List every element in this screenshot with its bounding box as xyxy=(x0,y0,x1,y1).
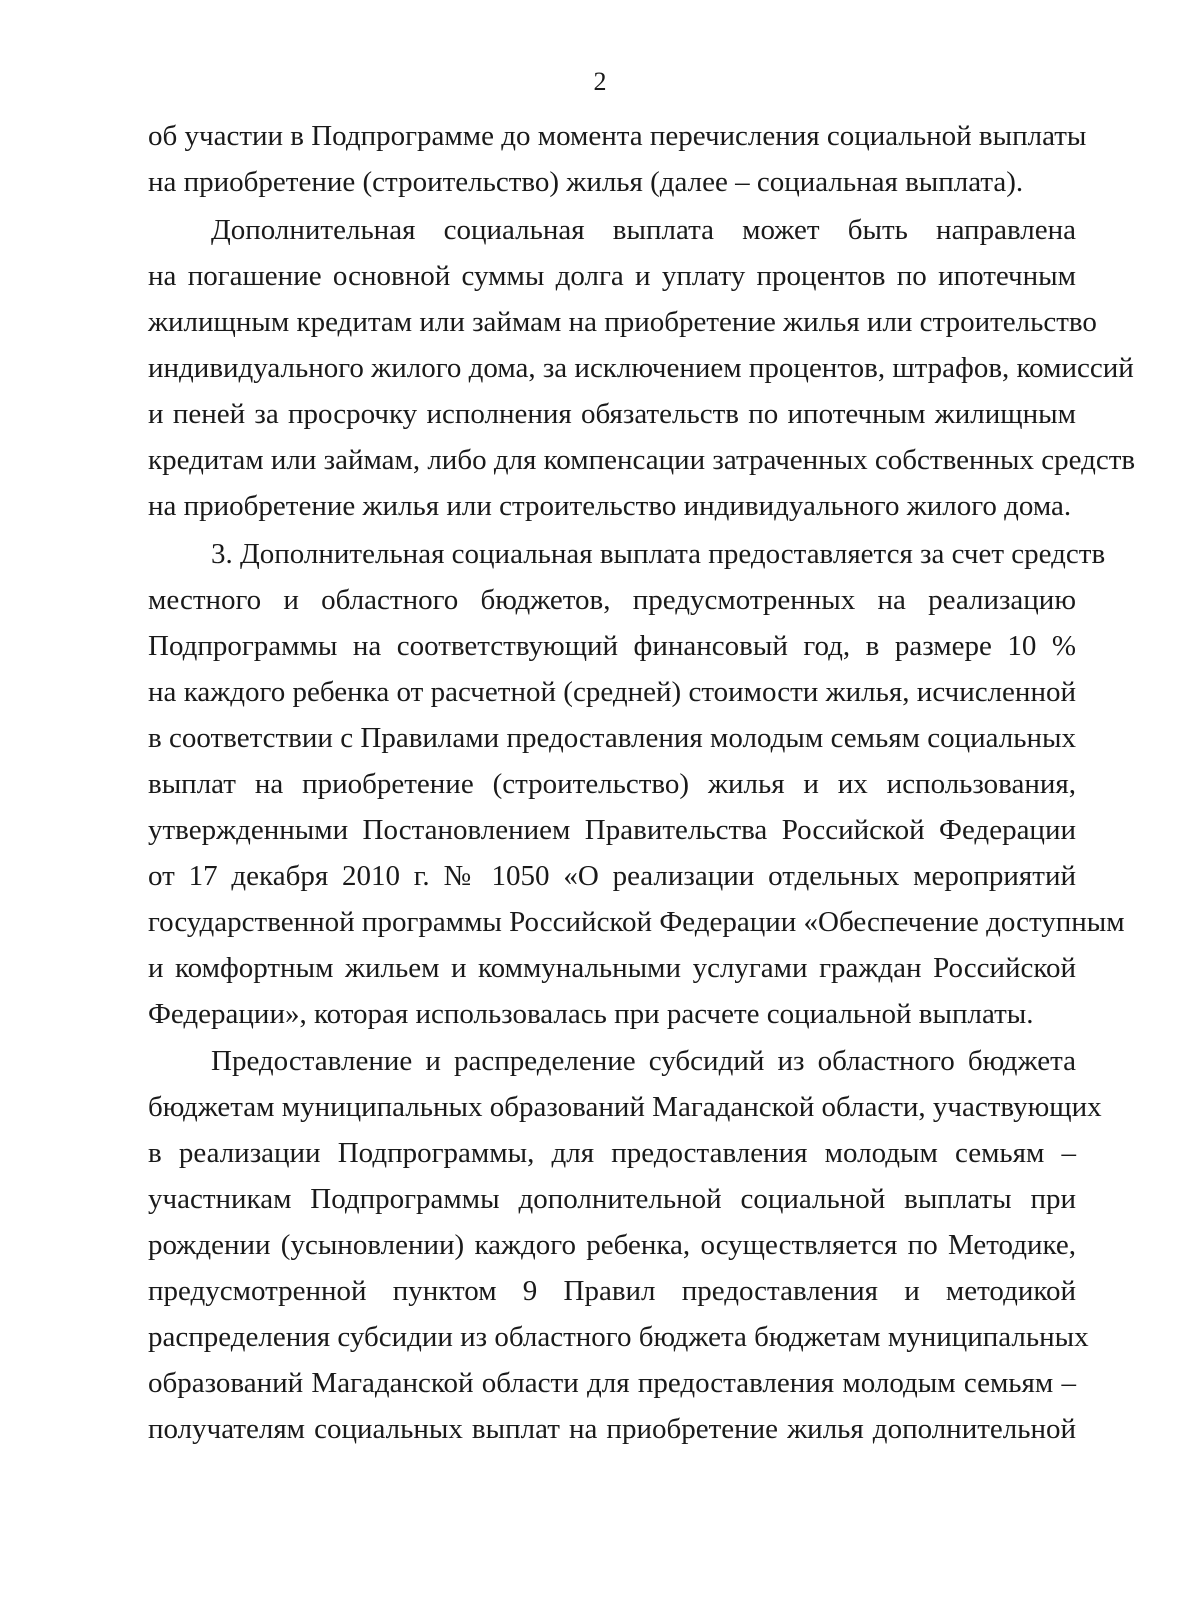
text-line: Подпрограммы на соответствующий финансовый год, в размере 10 % xyxy=(148,630,1076,662)
text-line: кредитам или займам, либо для компенсации затраченных собственных средств xyxy=(148,444,1136,476)
text-line: от 17 декабря 2010 г. № 1050 «О реализации отдельных мероприятий xyxy=(148,860,1076,892)
text-line: 3. Дополнительная социальная выплата предоставляется за счет средств xyxy=(211,538,1106,570)
text-line: местного и областного бюджетов, предусмотренных на реализацию xyxy=(148,584,1076,616)
text-line: об участии в Подпрограмме до момента перечисления социальной выплаты xyxy=(148,120,1087,152)
text-line: Федерации», которая использовалась при расчете социальной выплаты. xyxy=(148,998,1034,1030)
text-line: в реализации Подпрограммы, для предоставления молодым семьям – xyxy=(148,1137,1076,1169)
text-line: государственной программы Российской Федерации «Обеспечение доступным xyxy=(148,906,1125,938)
text-line: индивидуального жилого дома, за исключением процентов, штрафов, комиссий xyxy=(148,352,1134,384)
text-line: и комфортным жильем и коммунальными услугами граждан Российской xyxy=(148,952,1076,984)
text-line: на погашение основной суммы долга и уплату процентов по ипотечным xyxy=(148,260,1076,292)
text-line: выплат на приобретение (строительство) жилья и их использования, xyxy=(148,768,1076,800)
text-line: Предоставление и распределение субсидий из областного бюджета xyxy=(211,1045,1076,1077)
text-line: и пеней за просрочку исполнения обязательств по ипотечным жилищным xyxy=(148,398,1076,430)
page-number: 2 xyxy=(593,67,607,96)
text-line: предусмотренной пунктом 9 Правил предоставления и методикой xyxy=(148,1275,1076,1307)
text-line: рождении (усыновлении) каждого ребенка, осуществляется по Методике, xyxy=(148,1229,1076,1261)
text-line: на приобретение жилья или строительство индивидуального жилого дома. xyxy=(148,490,1072,522)
text-line: Дополнительная социальная выплата может быть направлена xyxy=(211,214,1076,246)
text-line: распределения субсидии из областного бюджета бюджетам муниципальных xyxy=(148,1321,1089,1353)
text-line: на приобретение (строительство) жилья (далее – социальная выплата). xyxy=(148,166,1024,198)
text-line: жилищным кредитам или займам на приобретение жилья или строительство xyxy=(148,306,1097,338)
text-line: на каждого ребенка от расчетной (средней) стоимости жилья, исчисленной xyxy=(148,676,1076,708)
text-line: образований Магаданской области для предоставления молодым семьям – xyxy=(148,1367,1076,1399)
text-line: в соответствии с Правилами предоставления молодым семьям социальных xyxy=(148,722,1076,754)
text-line: участникам Подпрограммы дополнительной социальной выплаты при xyxy=(148,1183,1076,1215)
text-line: бюджетам муниципальных образований Магаданской области, участвующих xyxy=(148,1091,1102,1123)
text-line: получателям социальных выплат на приобретение жилья дополнительной xyxy=(148,1413,1076,1445)
text-line: утвержденными Постановлением Правительства Российской Федерации xyxy=(148,814,1076,846)
